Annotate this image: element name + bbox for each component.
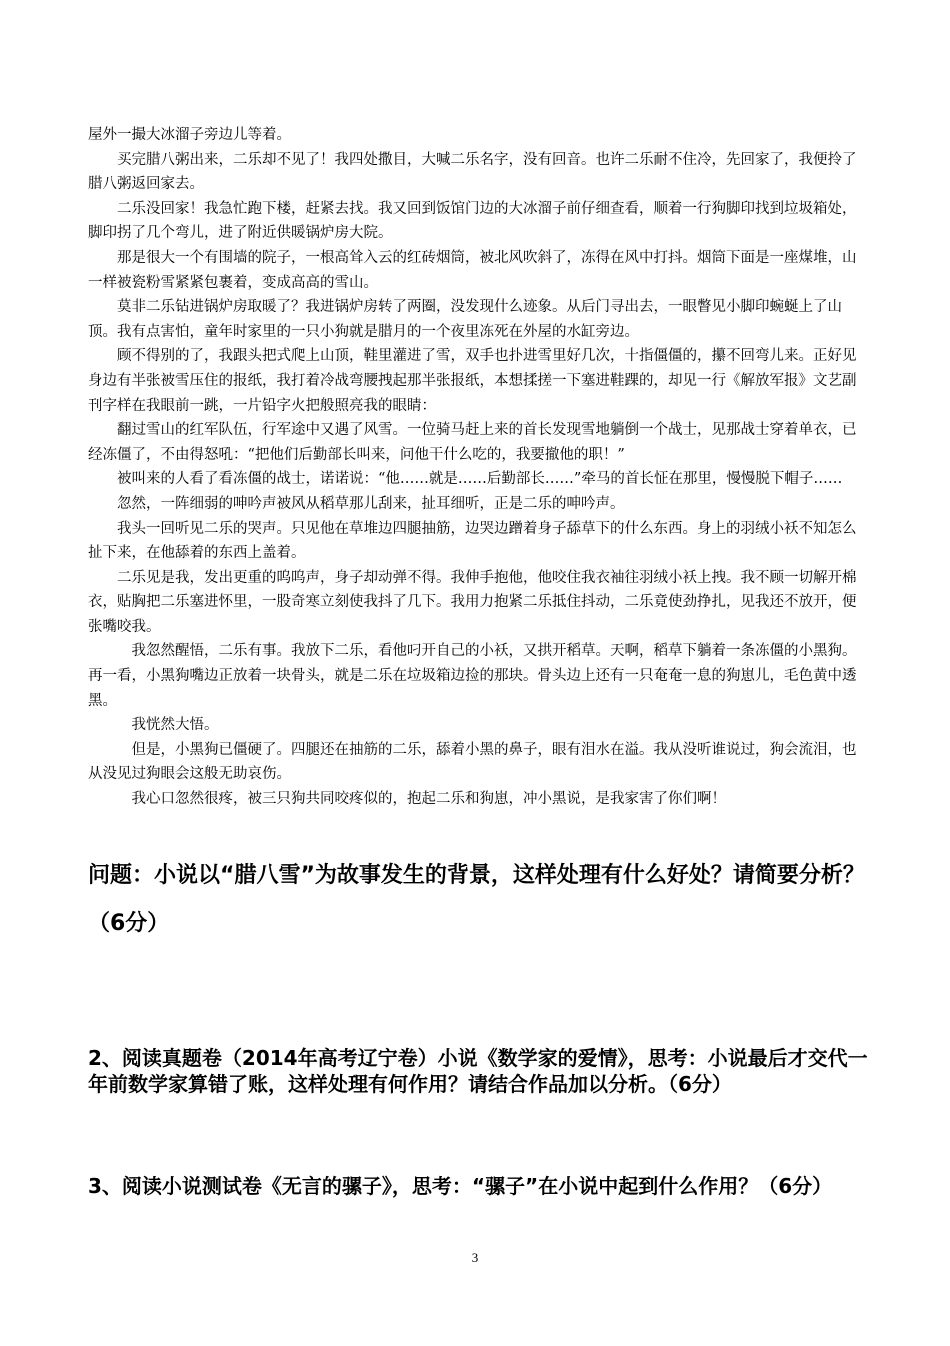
story-paragraph: 我忽然醒悟，二乐有事。我放下二乐，看他叼开自己的小袄，又拱开稻草。天啊，稻草下躺着一条冻僵的小黑狗。再一看，小黑狗嘴边正放着一块骨头，就是二乐在垃圾箱边捡的那块。骨头边上还有一只奄奄一息的狗崽儿，毛色黄中透黑。 [88, 643, 857, 709]
story-paragraph: 翻过雪山的红军队伍，行军途中又遇了风雪。一位骑马赶上来的首长发现雪地躺倒一个战士，见那战士穿着单衣，已经冻僵了，不由得怒吼：“把他们后勤部长叫来，问他干什么吃的，我要撤他的职！” [88, 422, 857, 463]
story-paragraph: 屋外一撮大冰溜子旁边儿等着。 [88, 127, 291, 143]
question-1: 问题：小说以“腊八雪”为故事发生的背景，这样处理有什么好处？请简要分析？（6分） [88, 863, 865, 936]
story-paragraph: 我恍然大悟。 [131, 717, 219, 734]
story-paragraph: 二乐见是我，发出更重的呜呜声，身子却动弹不得。我伸手抱他，他咬住我衣袖往羽绒小袄上拽。我不顾一切解开棉衣，贴胸把二乐塞进怀里，一股奇寒立刻使我抖了几下。我用力抱紧二乐抵住抖动，二乐竟使劲挣扎，见我还不放开，便张嘴咬我。 [88, 569, 857, 635]
question-2: 2、阅读真题卷（2014年高考辽宁卷）小说《数学家的爱情》，思考：小说最后才交代一年前数学家算错了账，这样处理有何作用？请结合作品加以分析。（6分） [88, 1046, 868, 1096]
story-paragraph: 莫非二乐钻进锅炉房取暖了？我进锅炉房转了两圈，没发现什么迹象。从后门寻出去，一眼瞥见小脚印蜿蜒上了山顶。我有点害怕，童年时家里的一只小狗就是腊月的一个夜里冻死在外屋的水缸旁边。 [88, 299, 842, 340]
story-paragraph: 但是，小黑狗已僵硬了。四腿还在抽筋的二乐，舔着小黑的鼻子，眼有泪水在溢。我从没听谁说过，狗会流泪，也从没见过狗眼会这般无助哀伤。 [88, 741, 857, 783]
story-paragraph: 被叫来的人看了看冻僵的战士，诺诺说：“他……就是……后勤部长……”牵马的首长怔在那里，慢慢脱下帽子…… [117, 471, 843, 488]
story-paragraph: 那是很大一个有围墙的院子，一根高耸入云的红砖烟筒，被北风吹斜了，冻得在风中打抖。烟筒下面是一座煤堆，山一样被瓷粉雪紧紧包裹着，变成高高的雪山。 [88, 249, 857, 291]
story-paragraph: 我心口忽然很疼，被三只狗共同咬疼似的，抱起二乐和狗崽，冲小黑说，是我家害了你们啊！ [131, 791, 726, 808]
story-paragraph: 我头一回听见二乐的哭声。只见他在草堆边四腿抽筋，边哭边蹭着身子舔草下的什么东西。身上的羽绒小袄不知怎么扯下来，在他舔着的东西上盖着。 [88, 520, 857, 562]
story-paragraph: 二乐没回家！我急忙跑下楼，赶紧去找。我又回到饭馆门边的大冰溜子前仔细查看，顺着一行狗脚印找到垃圾箱处，脚印拐了几个弯儿，进了附近供暖锅炉房大院。 [88, 200, 857, 242]
story-paragraph: 忽然，一阵细弱的呻吟声被风从稻草那儿刮来，扯耳细听，正是二乐的呻吟声。 [117, 495, 625, 512]
story-paragraph: 顾不得别的了，我跟头把式爬上山顶，鞋里灌进了雪，双手也扑进雪里好几次，十指僵僵的，攥不回弯儿来。正好见身边有半张被雪压住的报纸，我打着冷战弯腰拽起那半张报纸，本想揉搓一下塞进鞋踝的，却见一行《解放军报》文艺副刊字样在我眼前一跳，一片铅字火把般照亮我的眼睛： [88, 348, 857, 414]
page-number: 3 [471, 1250, 479, 1265]
story-text [88, 123, 863, 812]
story-paragraph: 买完腊八粥出来，二乐却不见了！我四处撒目，大喊二乐名字，没有回音。也许二乐耐不住冷，先回家了，我便拎了腊八粥返回家去。 [88, 151, 857, 193]
question-3: 3、阅读小说测试卷《无言的骡子》，思考：“骡子”在小说中起到什么作用？（6分） [88, 1174, 833, 1198]
